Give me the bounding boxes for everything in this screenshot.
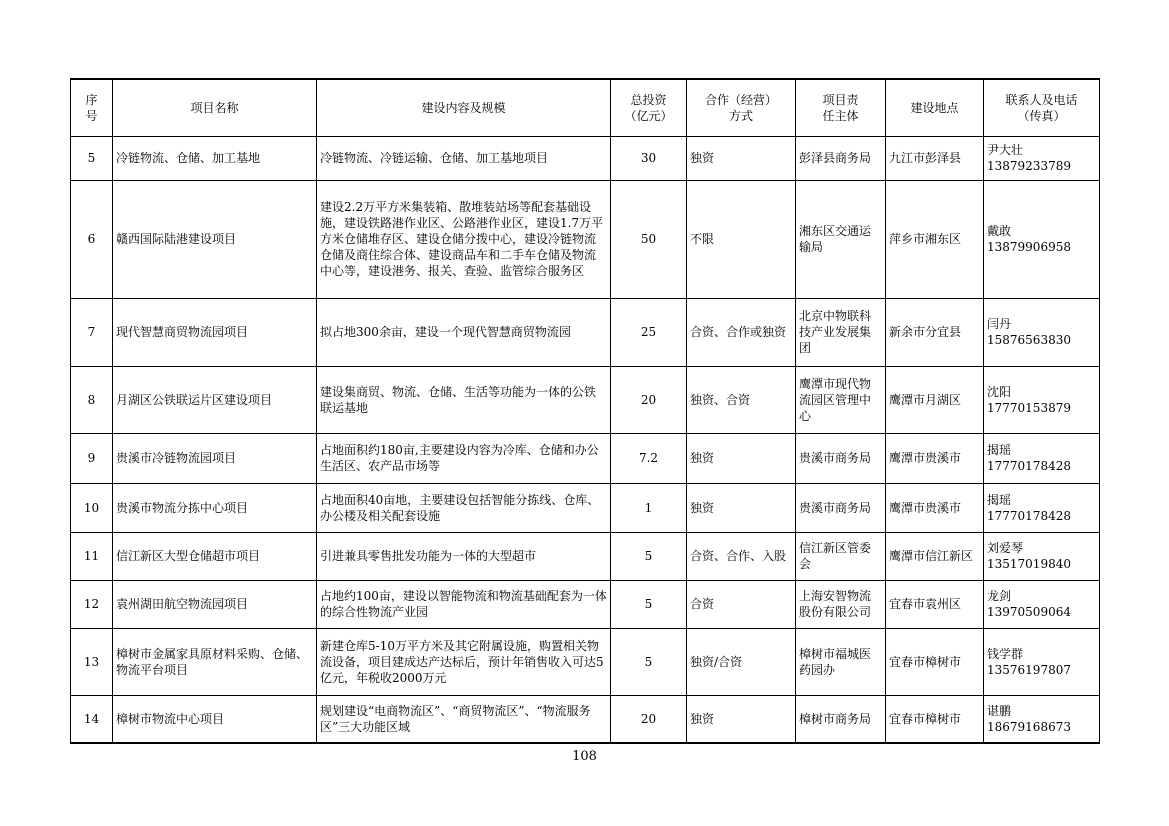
- header-location: 建设地点: [886, 79, 984, 136]
- row-content: 建设集商贸、物流、仓储、生活等功能为一体的公铁联运基地: [317, 366, 611, 433]
- row-location: 九江市彭泽县: [886, 136, 984, 180]
- row-location: 鹰潭市月湖区: [886, 366, 984, 433]
- row-project-name: 信江新区大型仓储超市项目: [113, 532, 317, 580]
- row-content: 冷链物流、冷链运输、仓储、加工基地项目: [317, 136, 611, 180]
- row-contact: [984, 532, 1100, 580]
- header-contact-line1: 联系人及电话: [1005, 92, 1078, 107]
- header-name: 项目名称: [113, 79, 317, 136]
- row-investment: 25: [611, 298, 687, 366]
- contact-name: 刘爱琴: [987, 541, 1024, 555]
- contact-name: 沈阳: [987, 384, 1012, 399]
- row-location: 宜春市樟树市: [886, 628, 984, 695]
- contact-phone: 13970509064: [987, 605, 1071, 619]
- row-responsible-body: 樟树市福城医药园办: [796, 628, 886, 695]
- row-project-name: 贵溪市冷链物流园项目: [113, 433, 317, 483]
- header-mode-line2: 方式: [728, 108, 753, 123]
- row-investment: 1: [611, 483, 687, 532]
- row-investment: 20: [611, 366, 687, 433]
- row-project-name: 樟树市金属家具原材料采购、仓储、物流平台项目: [113, 628, 317, 695]
- contact-name: 戴敢: [987, 224, 1012, 238]
- table-row: [71, 180, 1100, 298]
- row-investment: 5: [611, 532, 687, 580]
- row-location: 新余市分宜县: [886, 298, 984, 366]
- row-no: 13: [71, 628, 113, 695]
- row-no: 14: [71, 695, 113, 743]
- row-content: 占地面积40亩地，主要建设包括智能分拣线、仓库、办公楼及相关配套设施: [317, 483, 611, 532]
- header-investment-line1: 总投资: [630, 92, 667, 107]
- contact-name: 揭瑶: [987, 443, 1012, 457]
- row-responsible-body: 贵溪市商务局: [796, 433, 886, 483]
- table-row: [71, 580, 1100, 628]
- header-body-line1: 项目责: [822, 92, 859, 107]
- contact-phone: 18679168673: [987, 719, 1071, 734]
- row-project-name: 冷链物流、仓储、加工基地: [113, 136, 317, 180]
- row-project-name: 贵溪市物流分拣中心项目: [113, 483, 317, 532]
- header-mode-line1: 合作（经营）: [704, 92, 777, 107]
- row-location: 宜春市樟树市: [886, 695, 984, 743]
- row-no: 10: [71, 483, 113, 532]
- row-contact: [984, 180, 1100, 298]
- row-no: 6: [71, 180, 113, 298]
- contact-name: 尹大壮: [987, 143, 1024, 157]
- header-contact: [984, 79, 1100, 136]
- table-row: [71, 366, 1100, 433]
- table-row: [71, 532, 1100, 580]
- table-row: [71, 483, 1100, 532]
- row-project-name: 袁州湖田航空物流园项目: [113, 580, 317, 628]
- header-body-line2: 任主体: [822, 108, 859, 123]
- header-no: 序号: [71, 79, 113, 136]
- row-mode: 独资: [687, 483, 796, 532]
- row-contact: [984, 136, 1100, 180]
- row-investment: 20: [611, 695, 687, 743]
- contact-phone: 13879906958: [987, 240, 1071, 254]
- row-project-name: 樟树市物流中心项目: [113, 695, 317, 743]
- page-number: 108: [572, 749, 597, 764]
- row-location: 鹰潭市贵溪市: [886, 483, 984, 532]
- row-location: 萍乡市湘东区: [886, 180, 984, 298]
- row-mode: 不限: [687, 180, 796, 298]
- row-content: 规划建设“电商物流区”、“商贸物流区”、“物流服务区”三大功能区域: [317, 695, 611, 743]
- contact-phone: 13879233789: [987, 159, 1071, 173]
- row-no: 7: [71, 298, 113, 366]
- contact-name: 钱学群: [987, 646, 1024, 661]
- row-investment: 5: [611, 628, 687, 695]
- row-no: 12: [71, 580, 113, 628]
- table-header-row: [71, 79, 1100, 136]
- row-mode: 独资: [687, 695, 796, 743]
- row-contact: [984, 433, 1100, 483]
- project-table: [70, 78, 1100, 744]
- row-responsible-body: 北京中物联科技产业发展集团: [796, 298, 886, 366]
- row-mode: 独资、合资: [687, 366, 796, 433]
- contact-phone: 17770178428: [987, 508, 1071, 523]
- contact-phone: 17770178428: [987, 459, 1071, 473]
- row-contact: [984, 298, 1100, 366]
- row-project-name: 赣西国际陆港建设项目: [113, 180, 317, 298]
- row-no: 9: [71, 433, 113, 483]
- row-contact: [984, 366, 1100, 433]
- row-location: 宜春市袁州区: [886, 580, 984, 628]
- row-no: 8: [71, 366, 113, 433]
- row-investment: 5: [611, 580, 687, 628]
- row-content: 占地约100亩，建设以智能物流和物流基础配套为一体的综合性物流产业园: [317, 580, 611, 628]
- row-project-name: 月湖区公铁联运片区建设项目: [113, 366, 317, 433]
- row-mode: 独资/合资: [687, 628, 796, 695]
- row-contact: [984, 628, 1100, 695]
- row-responsible-body: 贵溪市商务局: [796, 483, 886, 532]
- header-contact-line2: （传真）: [1017, 108, 1066, 123]
- table-row: [71, 298, 1100, 366]
- row-investment: 50: [611, 180, 687, 298]
- header-content: 建设内容及规模: [317, 79, 611, 136]
- row-mode: 合资: [687, 580, 796, 628]
- row-content: 新建仓库5-10万平方米及其它附属设施，购置相关物流设备，项目建成达产达标后，预计年销售收入可达5亿元，年税收2000万元: [317, 628, 611, 695]
- row-responsible-body: 信江新区管委会: [796, 532, 886, 580]
- row-content: 建设2.2万平方米集装箱、散堆装站场等配套基础设施，建设铁路港作业区、公路港作业区，建设1.7万平方米仓储堆存区、建设仓储分拨中心，建设冷链物流仓储及商住综合体、建设商品车和二手车仓储及物流中心等，建设港务、报关、查验、监管综合服务区: [317, 180, 611, 298]
- row-content: 拟占地300余亩，建设一个现代智慧商贸物流园: [317, 298, 611, 366]
- contact-name: 龙剑: [987, 589, 1012, 603]
- header-mode: [687, 79, 796, 136]
- header-investment-line2: （亿元）: [624, 108, 673, 123]
- contact-phone: 13576197807: [987, 662, 1071, 677]
- header-investment: [611, 79, 687, 136]
- row-location: 鹰潭市贵溪市: [886, 433, 984, 483]
- contact-phone: 17770153879: [987, 400, 1071, 415]
- row-contact: [984, 695, 1100, 743]
- row-responsible-body: 上海安智物流股份有限公司: [796, 580, 886, 628]
- row-responsible-body: 彭泽县商务局: [796, 136, 886, 180]
- row-mode: 独资: [687, 433, 796, 483]
- row-contact: [984, 580, 1100, 628]
- table-row: [71, 433, 1100, 483]
- row-content: 占地面积约180亩,主要建设内容为冷库、仓储和办公生活区、农产品市场等: [317, 433, 611, 483]
- row-responsible-body: 樟树市商务局: [796, 695, 886, 743]
- contact-name: 谌鹏: [987, 703, 1012, 718]
- row-investment: 30: [611, 136, 687, 180]
- row-no: 5: [71, 136, 113, 180]
- contact-name: 揭瑶: [987, 492, 1012, 507]
- row-content: 引进兼具零售批发功能为一体的大型超市: [317, 532, 611, 580]
- row-mode: 合资、合作或独资: [687, 298, 796, 366]
- row-project-name: 现代智慧商贸物流园项目: [113, 298, 317, 366]
- row-investment: 7.2: [611, 433, 687, 483]
- header-body: [796, 79, 886, 136]
- row-mode: 独资: [687, 136, 796, 180]
- row-no: 11: [71, 532, 113, 580]
- row-mode: 合资、合作、入股: [687, 532, 796, 580]
- contact-name: 闫丹: [987, 317, 1012, 331]
- contact-phone: 13517019840: [987, 557, 1071, 571]
- table-row: [71, 136, 1100, 180]
- row-location: 鹰潭市信江新区: [886, 532, 984, 580]
- row-responsible-body: 鹰潭市现代物流园区管理中心: [796, 366, 886, 433]
- table-row: [71, 695, 1100, 743]
- table-row: [71, 628, 1100, 695]
- contact-phone: 15876563830: [987, 333, 1071, 347]
- row-responsible-body: 湘东区交通运输局: [796, 180, 886, 298]
- row-contact: [984, 483, 1100, 532]
